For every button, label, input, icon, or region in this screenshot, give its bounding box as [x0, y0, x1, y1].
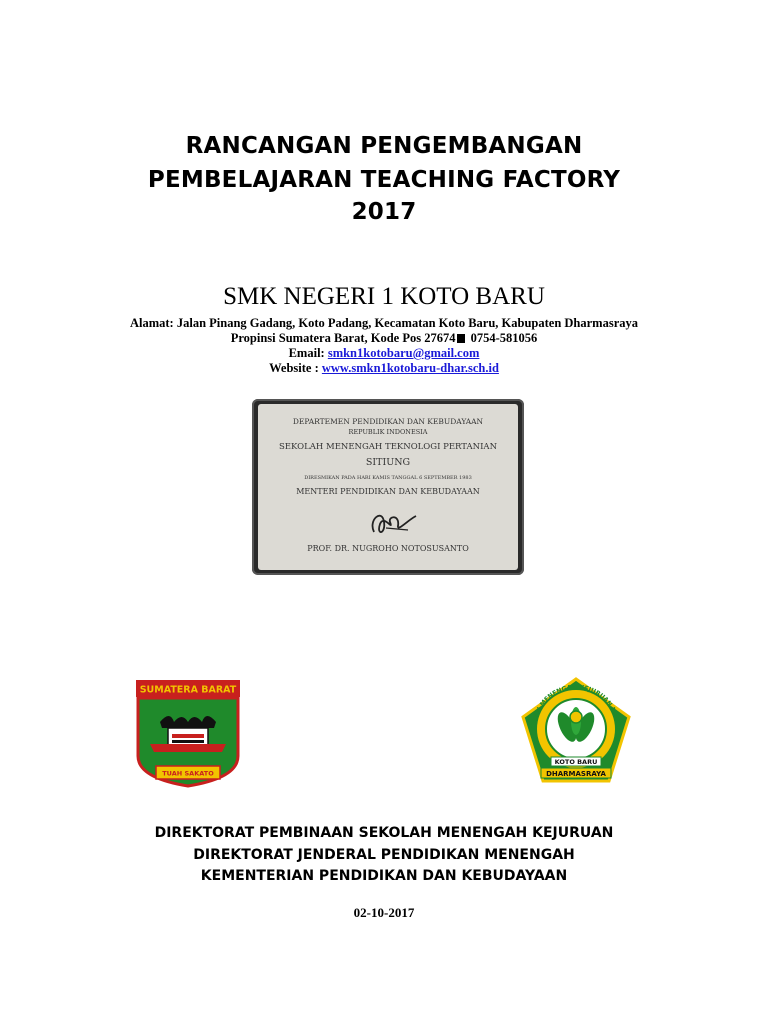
- plaque-line-4: SITIUNG: [365, 457, 411, 468]
- address-line-2: [0, 331, 768, 346]
- phone-number: 0754-581056: [467, 331, 538, 345]
- email-label: Email:: [288, 346, 328, 360]
- smk-koto-baru-emblem: [517, 677, 635, 787]
- website-link[interactable]: www.smkn1kotobaru-dhar.sch.id: [321, 361, 499, 375]
- address-line-1: Alamat: Jalan Pinang Gadang, Koto Padang, Kecamatan Koto Baru, Kabupaten Dharmasraya: [129, 316, 638, 330]
- postal-text: Propinsi Sumatera Barat, Kode Pos 27674: [230, 331, 456, 345]
- footer-line-3: KEMENTERIAN PENDIDIKAN DAN KEBUDAYAAN: [200, 868, 568, 884]
- emblem-top-text: SUMATERA BARAT: [139, 684, 237, 696]
- email-line: [0, 346, 768, 361]
- email-link[interactable]: smkn1kotobaru@gmail.com: [327, 346, 480, 360]
- sumatera-barat-emblem: [134, 678, 242, 788]
- website-label: Website :: [269, 361, 322, 375]
- doc-title-year: 2017: [351, 199, 417, 225]
- doc-title-line-1: RANCANGAN PENGEMBANGAN: [185, 133, 583, 159]
- plaque-line-3: SEKOLAH MENENGAH TEKNOLOGI PERTANIAN: [278, 442, 498, 452]
- plaque-photo: [252, 399, 524, 575]
- plaque-line-2: REPUBLIK INDONESIA: [348, 428, 428, 436]
- footer-line-2: DIREKTORAT JENDERAL PENDIDIKAN MENENGAH: [193, 847, 575, 863]
- emblem-banner-2: DHARMASRAYA: [546, 770, 606, 778]
- plaque-surface: [258, 404, 518, 570]
- plaque-line-7: PROF. DR. NUGROHO NOTOSUSANTO: [307, 544, 469, 553]
- plaque-line-1: DEPARTEMEN PENDIDIKAN DAN KEBUDAYAAN: [292, 417, 484, 426]
- phone-icon: [457, 334, 465, 343]
- signature-mark: [364, 502, 424, 542]
- emblem-bottom-text: TUAH SAKATO: [162, 769, 214, 778]
- plaque-line-6: MENTERI PENDIDIKAN DAN KEBUDAYAAN: [296, 487, 480, 496]
- emblem-ring-text: KOLAH MENENGAH KEJURUAN NEGER: [530, 683, 622, 732]
- school-name: SMK NEGERI 1 KOTO BARU: [223, 283, 545, 310]
- website-line: [0, 361, 768, 376]
- emblem-banner-1: KOTO BARU: [554, 758, 598, 766]
- doc-title-line-2: PEMBELAJARAN TEACHING FACTORY: [147, 167, 621, 193]
- footer-line-1: DIREKTORAT PEMBINAAN SEKOLAH MENENGAH KEJURUAN: [154, 825, 614, 841]
- document-date: 02-10-2017: [353, 905, 415, 920]
- plaque-line-5: DIRESMIKAN PADA HARI KAMIS TANGGAL 6 SEPTEMBER 1983: [304, 475, 472, 481]
